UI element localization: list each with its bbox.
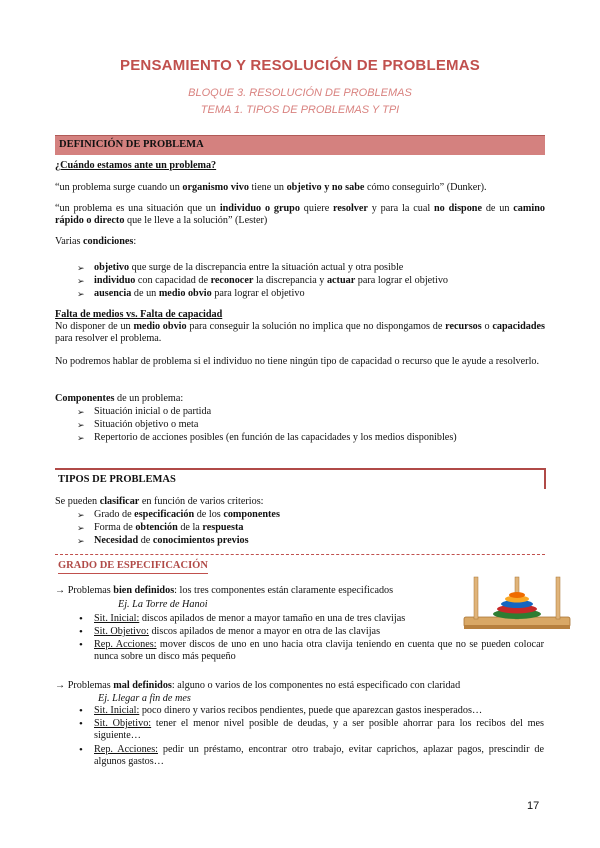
bien-example: Ej. La Torre de Hanoi: [118, 599, 208, 610]
arrow-bullet-icon: ➢: [77, 510, 85, 520]
arrow-bullet-icon: ➢: [77, 289, 85, 299]
list-item: ➢ individuo con capacidad de reconocer la discrepancia y actuar para lograr el objetivo: [77, 275, 449, 286]
list-item: • Sit. Inicial: discos apilados de menor a mayor tamaño en una de tres clavijas: [79, 613, 406, 625]
section-heading-tipos: [55, 468, 546, 489]
document-title: PENSAMIENTO Y RESOLUCIÓN DE PROBLEMAS: [120, 57, 480, 74]
arrow-bullet-icon: ➢: [77, 276, 85, 286]
page-number: 17: [527, 800, 540, 812]
list-item: ➢ Repertorio de acciones posibles (en función de las capacidades y los medios disponibles): [77, 432, 457, 443]
bullet-icon: •: [79, 705, 83, 717]
section-heading-label: TIPOS DE PROBLEMAS: [58, 474, 176, 485]
section-heading-label: DEFINICIÓN DE PROBLEMA: [59, 139, 204, 150]
mal-example: Ej. Llegar a fin de mes: [98, 693, 191, 704]
list-item: • Sit. Inicial: poco dinero y varios recibos pendientes, puede que aparezcan gastos inesperados…: [79, 705, 483, 717]
mal-definidos-line: → Problemas mal definidos: alguno o varios de los componentes no está especificado con claridad: [55, 680, 461, 691]
bullet-icon: •: [79, 613, 83, 625]
falta-heading: Falta de medios vs. Falta de capacidad: [55, 309, 223, 320]
list-item: • Sit. Objetivo: discos apilados de menor a mayor en otra de las clavijas: [79, 626, 381, 638]
list-item: ➢ Situación objetivo o meta: [77, 419, 199, 430]
bullet-icon: •: [79, 718, 83, 730]
arrow-bullet-icon: ➢: [77, 433, 85, 443]
list-item: • Sit. Objetivo: tener el menor nivel posible de deudas, y a ser posible ahorrar para los recibos del mes siguiente…: [79, 718, 545, 742]
arrow-bullet-icon: ➢: [77, 523, 85, 533]
lester-quote: “un problema es una situación que un individuo o grupo quiere resolver y para la cual no dispone de un camino rápido o directo que le lleve a la solución” (Lester): [55, 203, 545, 227]
list-item: ➢ objetivo que surge de la discrepancia entre la situación actual y otra posible: [77, 262, 404, 273]
list-item: ➢ ausencia de un medio obvio para lograr el objetivo: [77, 288, 305, 299]
condiciones-intro: Varias condiciones:: [55, 236, 137, 247]
section-heading-definicion: [55, 135, 545, 155]
arrow-bullet-icon: ➢: [77, 536, 85, 546]
no-podremos-paragraph: No podremos hablar de problema si el individuo no tiene ningún tipo de capacidad o recurso que le ayude a resolverlo.: [55, 356, 540, 367]
tower-of-hanoi-image: [462, 569, 572, 631]
bullet-icon: •: [79, 626, 83, 638]
componentes-intro: Componentes de un problema:: [55, 393, 184, 404]
duncker-quote: “un problema surge cuando un organismo vivo tiene un objetivo y no sabe cómo conseguirlo” (Dunker).: [55, 182, 487, 193]
bien-definidos-line: → Problemas bien definidos: los tres componentes están claramente especificados: [55, 585, 394, 596]
list-item: • Rep. Acciones: mover discos de uno en uno hacia otra clavija teniendo en cuenta que no se pueden colocar nunca sobre un disco más pequeño: [79, 639, 544, 663]
dashed-divider: [55, 554, 545, 555]
bloque-subtitle: BLOQUE 3. RESOLUCIÓN DE PROBLEMAS: [188, 87, 412, 99]
question-text: ¿Cuándo estamos ante un problema?: [55, 160, 217, 171]
list-item: • Rep. Acciones: pedir un préstamo, encontrar otro trabajo, evitar caprichos, aplazar pagos, prescindir de algunos gastos…: [79, 744, 544, 768]
arrow-bullet-icon: ➢: [77, 263, 85, 273]
arrow-bullet-icon: ➢: [77, 407, 85, 417]
arrow-bullet-icon: ➢: [77, 420, 85, 430]
list-item: ➢ Situación inicial o de partida: [77, 406, 212, 417]
list-item: ➢ Necesidad de conocimientos previos: [77, 535, 249, 546]
question-line: [55, 160, 545, 172]
tema-subtitle: TEMA 1. TIPOS DE PROBLEMAS Y TPI: [200, 104, 400, 116]
list-item: ➢ Grado de especificación de los componentes: [77, 509, 280, 520]
list-item: ➢ Forma de obtención de la respuesta: [77, 522, 244, 533]
bullet-icon: •: [79, 744, 83, 756]
bullet-icon: •: [79, 639, 83, 651]
section-heading-grado: GRADO DE ESPECIFICACIÓN: [58, 560, 208, 571]
tipos-intro: Se pueden clasificar en función de varios criterios:: [55, 496, 264, 507]
falta-paragraph: No disponer de un medio obvio para conseguir la solución no implica que no dispongamos de recursos o capacidades para resolver el problema.: [55, 321, 545, 345]
